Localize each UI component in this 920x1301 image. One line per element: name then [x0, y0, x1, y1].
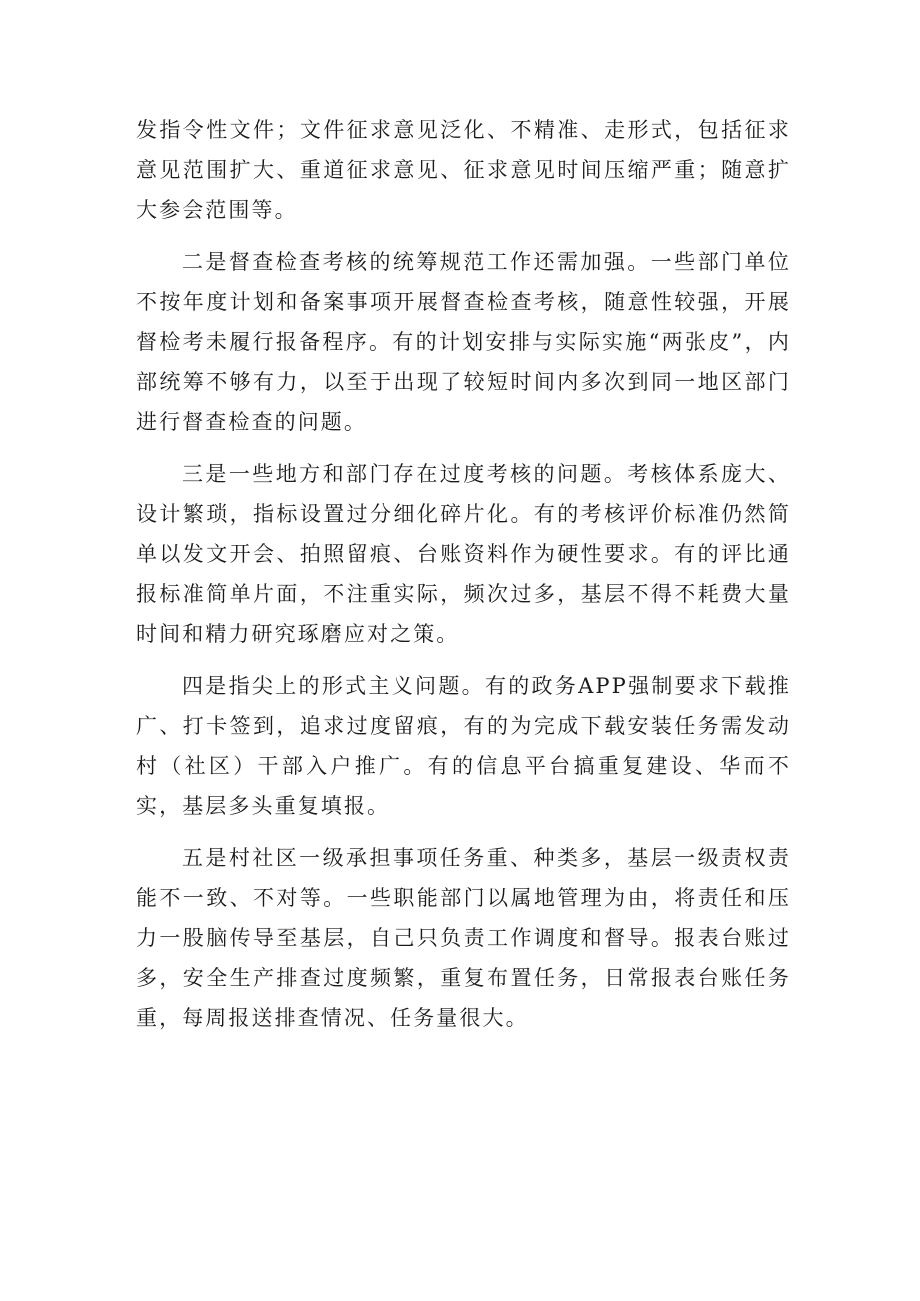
paragraph-point-three: 三是一些地方和部门存在过度考核的问题。考核体系庞大、设计繁琐，指标设置过分细化碎片化。有的考核评价标准仍然简单以发文开会、拍照留痕、台账资料作为硬性要求。有的评比通报标准简单片面，不注重实际，频次过多，基层不得不耗费大量时间和精力研究琢磨应对之策。: [136, 462, 791, 646]
paragraph-continuation: 发指令性文件；文件征求意见泛化、不精准、走形式，包括征求意见范围扩大、重道征求意见、征求意见时间压缩严重；随意扩大参会范围等。: [136, 118, 791, 222]
document-body: [136, 110, 791, 1050]
paragraph-point-two: 二是督查检查考核的统筹规范工作还需加强。一些部门单位不按年度计划和备案事项开展督查检查考核，随意性较强，开展督检考未履行报备程序。有的计划安排与实际实施“两张皮”，内部统筹不够有力，以至于出现了较短时间内多次到同一地区部门进行督查检查的问题。: [136, 250, 791, 434]
paragraph-point-four: 四是指尖上的形式主义问题。有的政务APP强制要求下载推广、打卡签到，追求过度留痕，有的为完成下载安装任务需发动村（社区）干部入户推广。有的信息平台搞重复建设、华而不实，基层多头重复填报。: [136, 674, 791, 818]
paragraph-point-five: 五是村社区一级承担事项任务重、种类多，基层一级责权责能不一致、不对等。一些职能部门以属地管理为由，将责任和压力一股脑传导至基层，自己只负责工作调度和督导。报表台账过多，安全生产排查过度频繁，重复布置任务，日常报表台账任务重，每周报送排查情况、任务量很大。: [136, 846, 791, 1030]
